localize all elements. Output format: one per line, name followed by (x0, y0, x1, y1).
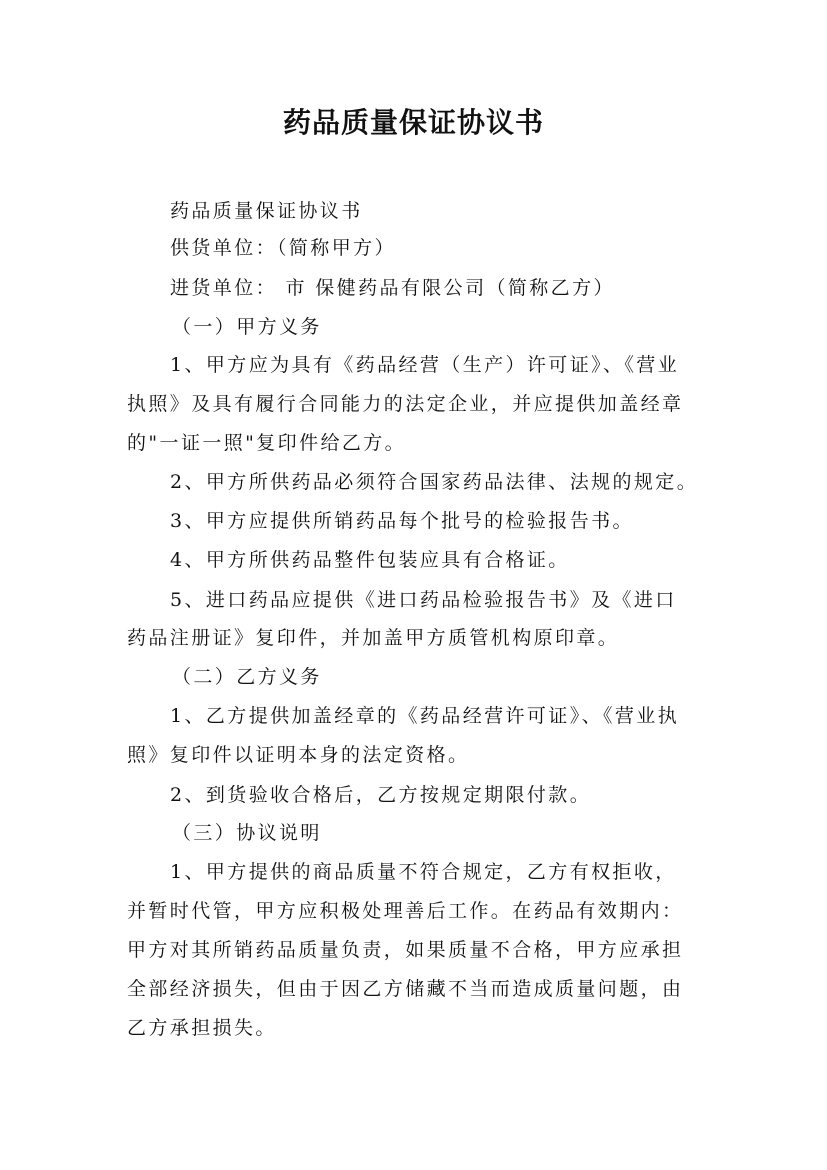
section-heading-party-a: （一）甲方义务 (172, 316, 322, 338)
supplier-line: 供货单位：（简称甲方） (170, 237, 396, 259)
clause-b2: 2、到货验收合格后，乙方按规定期限付款。 (170, 784, 592, 806)
clause-c1-line4: 全部经济损失，但由于因乙方储藏不当而造成质量问题，由 (127, 978, 684, 1000)
clause-a3: 3、甲方应提供所销药品每个批号的检验报告书。 (170, 510, 634, 532)
clause-c1-line1: 1、甲方提供的商品质量不符合规定，乙方有权拒收， (170, 861, 677, 883)
clause-a1-line3: 的"一证一照"复印件给乙方。 (127, 432, 407, 454)
clause-b1-line1: 1、乙方提供加盖经章的《药品经营许可证》、《营业执 (170, 705, 680, 727)
clause-a4: 4、甲方所供药品整件包装应具有合格证。 (170, 549, 570, 571)
purchaser-line: 进货单位： 市 保健药品有限公司（简称乙方） (170, 277, 615, 299)
doc-subtitle-line: 药品质量保证协议书 (170, 200, 363, 222)
clause-a2: 2、甲方所供药品必须符合国家药品法律、法规的规定。 (170, 471, 699, 493)
clause-a5-line1: 5、进口药品应提供《进口药品检验报告书》及《进口 (170, 589, 677, 611)
clause-c1-line5: 乙方承担损失。 (127, 1017, 277, 1039)
clause-a1-line1: 1、甲方应为具有《药品经营（生产）许可证》、《营业 (170, 354, 680, 376)
clause-a5-line2: 药品注册证》复印件，并加盖甲方质管机构原印章。 (127, 627, 620, 649)
section-heading-party-b: （二）乙方义务 (172, 666, 322, 688)
section-heading-agreement: （三）协议说明 (172, 822, 322, 844)
clause-a1-line2: 执照》及具有履行合同能力的法定企业，并应提供加盖经章 (127, 393, 684, 415)
clause-c1-line2: 并暂时代管，甲方应积极处理善后工作。在药品有效期内： (127, 900, 684, 922)
clause-c1-line3: 甲方对其所销药品质量负责，如果质量不合格，甲方应承担 (127, 939, 684, 961)
clause-b1-line2: 照》复印件以证明本身的法定资格。 (127, 744, 470, 766)
document-title: 药品质量保证协议书 (282, 106, 544, 139)
